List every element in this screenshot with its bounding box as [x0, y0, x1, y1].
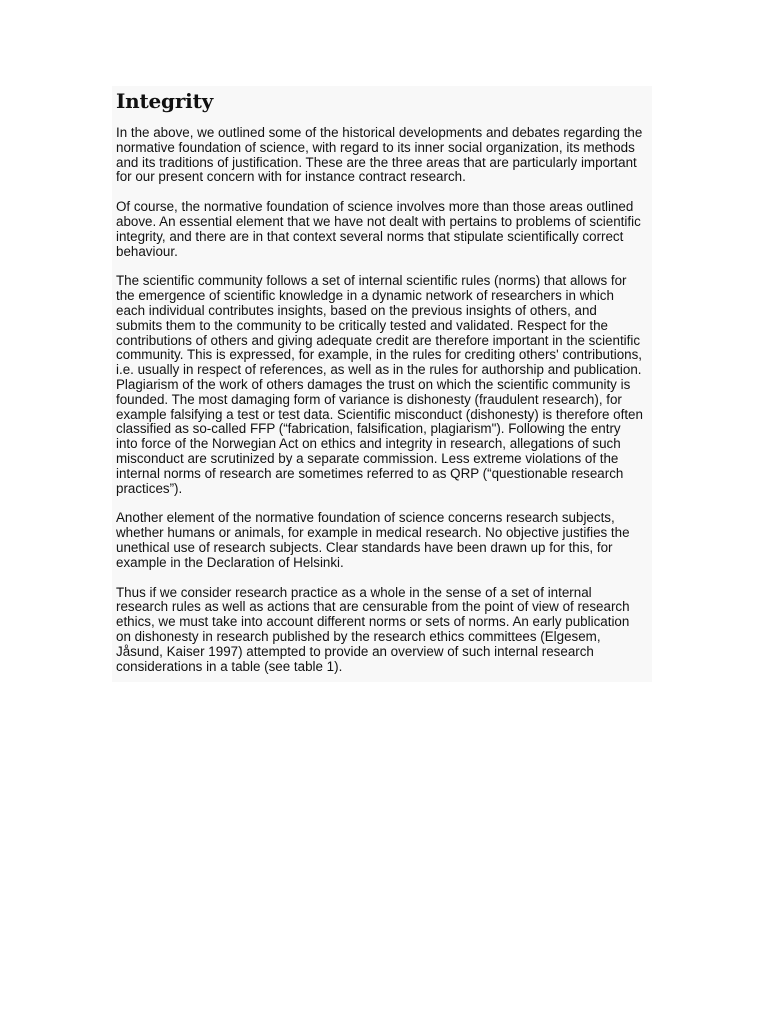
paragraph-line: for our present concern with for instance contract research.	[116, 169, 466, 185]
paragraph-line: contributions of others and giving adequate credit are therefore important in the scientific	[116, 332, 641, 348]
paragraph-line: Jåsund, Kaiser 1997) attempted to provide an overview of such internal research	[116, 643, 594, 659]
paragraph-line: into force of the Norwegian Act on ethics and integrity in research, allegations of such	[116, 436, 621, 452]
paragraph-line: Another element of the normative foundation of science concerns research subjects,	[116, 510, 615, 526]
document-body	[112, 86, 652, 682]
paragraph-line: above. An essential element that we have not dealt with pertains to problems of scientific	[116, 213, 641, 229]
body-paragraph	[116, 126, 652, 185]
paragraph-line: whether humans or animals, for example in medical research. No objective justifies the	[116, 525, 630, 541]
paragraph-line: In the above, we outlined some of the historical developments and debates regarding the	[116, 125, 643, 140]
paragraph-line: Of course, the normative foundation of science involves more than those areas outlined	[116, 199, 634, 215]
paragraph-line: normative foundation of science, with regard to its inner social organization, its methods	[116, 139, 635, 155]
paragraph-line: Thus if we consider research practice as a whole in the sense of a set of internal	[116, 584, 592, 600]
body-paragraph	[116, 586, 652, 675]
paragraph-line: community. This is expressed, for example, in the rules for crediting others' contributions,	[116, 347, 643, 363]
paragraph-line: ethics, we must take into account different norms or sets of norms. An early publication	[116, 614, 630, 630]
paragraph-container	[116, 126, 652, 674]
paragraph-line: considerations in a table (see table 1).	[116, 658, 343, 674]
paragraph-line: classified as so-called FFP (“fabrication, falsification, plagiarism"). Following the entry	[116, 421, 621, 437]
paragraph-line: on dishonesty in research published by the research ethics committees (Elgesem,	[116, 628, 601, 644]
paragraph-line: each individual contributes insights, based on the previous insights of others, and	[116, 302, 597, 318]
paragraph-line: founded. The most damaging form of variance is dishonesty (fraudulent research), for	[116, 391, 622, 407]
paragraph-line: behaviour.	[116, 243, 178, 259]
body-paragraph	[116, 511, 652, 570]
paragraph-line: i.e. usually in respect of references, as well as in the rules for authorship and publication.	[116, 362, 642, 378]
paragraph-line: example falsifying a test or test data. Scientific misconduct (dishonesty) is therefore often	[116, 406, 643, 422]
paragraph-line: the emergence of scientific knowledge in a dynamic network of researchers in which	[116, 288, 614, 304]
paragraph-line: and its traditions of justification. These are the three areas that are particularly important	[116, 154, 637, 170]
paragraph-line: submits them to the community to be critically tested and validated. Respect for the	[116, 317, 608, 333]
paragraph-line: The scientific community follows a set of internal scientific rules (norms) that allows for	[116, 273, 627, 289]
paragraph-line: Plagiarism of the work of others damages the trust on which the scientific community is	[116, 376, 631, 392]
paragraph-line: misconduct are scrutinized by a separate commission. Less extreme violations of the	[116, 450, 619, 466]
paragraph-line: unethical use of research subjects. Clear standards have been drawn up for this, for	[116, 539, 613, 555]
paragraph-line: internal norms of research are sometimes referred to as QRP (“questionable research	[116, 465, 624, 481]
paragraph-line: example in the Declaration of Helsinki.	[116, 554, 344, 570]
body-paragraph	[116, 200, 652, 259]
paragraph-line: practices”).	[116, 480, 183, 496]
paragraph-line: integrity, and there are in that context several norms that stipulate scientifically correct	[116, 228, 624, 244]
paragraph-line: research rules as well as actions that are censurable from the point of view of research	[116, 599, 630, 615]
body-paragraph	[116, 274, 652, 496]
section-title: Integrity	[116, 89, 214, 113]
